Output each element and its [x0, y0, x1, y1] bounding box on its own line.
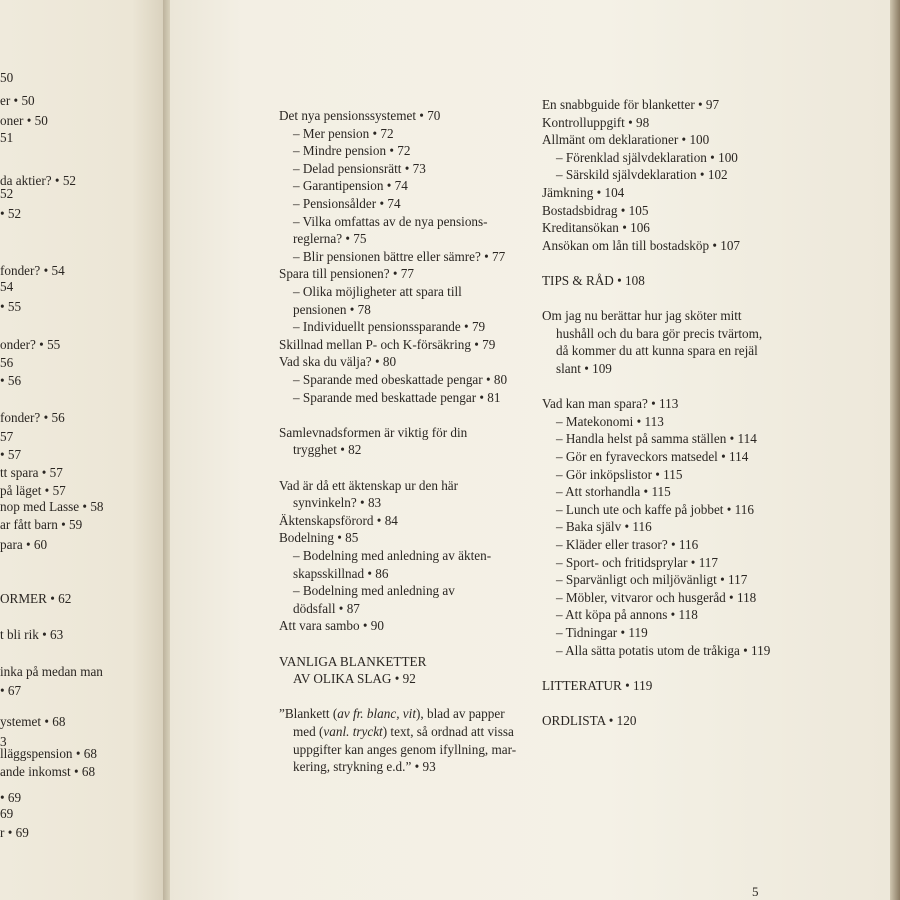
toc-line: – Baka själv • 116 [556, 519, 652, 535]
page-number: 5 [752, 884, 759, 899]
toc-line: – Gör inköpslistor • 115 [556, 466, 683, 482]
toc-line: – Alla sätta potatis utom de tråkiga • 119 [556, 642, 771, 658]
toc-line: – Mer pension • 72 [293, 125, 394, 141]
toc-line: – Sparande med beskattade pengar • 81 [293, 389, 501, 405]
page-edge [890, 0, 900, 900]
toc-line: Om jag nu berättar hur jag sköter mitt [542, 308, 742, 324]
toc-line: – Möbler, vitvaror och husgeråd • 118 [556, 589, 757, 605]
toc-line: fonder? • 56 [0, 410, 65, 425]
toc-line: 54 [0, 279, 14, 294]
toc-line: ”Blankett (av fr. blanc, vit), blad av papper [279, 706, 505, 722]
toc-line: • 67 [0, 683, 22, 698]
toc-line: – Pensionsålder • 74 [293, 196, 401, 211]
toc-line: 51 [0, 130, 14, 145]
toc-line: Spara till pensionen? • 77 [279, 266, 414, 282]
toc-line: ar fått barn • 59 [0, 517, 83, 532]
toc-line: – Gör en fyraveckors matsedel • 114 [556, 449, 749, 464]
toc-line: – Individuellt pensionssparande • 79 [293, 319, 486, 335]
toc-line: 57 [0, 429, 14, 444]
toc-line: AV OLIKA SLAG • 92 [293, 671, 416, 687]
toc-line: Att vara sambo • 90 [279, 618, 384, 634]
toc-line: Jämkning • 104 [542, 185, 625, 200]
toc-line: TIPS & RÅD • 108 [542, 273, 645, 288]
toc-line: – Vilka omfattas av de nya pensions- [293, 213, 488, 229]
toc-line: • 56 [0, 373, 22, 388]
toc-line: Skillnad mellan P- och K-försäkring • 79 [279, 336, 496, 352]
toc-line: ORDLISTA • 120 [542, 713, 637, 728]
toc-line: – Mindre pension • 72 [293, 143, 411, 159]
toc-line: slant • 109 [556, 361, 612, 376]
toc-line: Det nya pensionssystemet • 70 [279, 108, 441, 123]
toc-line: En snabbguide för blanketter • 97 [542, 97, 720, 112]
toc-line: pensionen • 78 [293, 301, 371, 317]
toc-line: fonder? • 54 [0, 263, 65, 278]
toc-line: Äktenskapsförord • 84 [279, 512, 398, 528]
toc-line: inka på medan man [0, 664, 103, 679]
toc-line: – Kläder eller trasor? • 116 [556, 537, 699, 552]
toc-line: med (vanl. tryckt) text, så ordnad att vissa [293, 724, 514, 739]
toc-line: – Delad pensionsrätt • 73 [293, 160, 426, 176]
toc-line: – Matekonomi • 113 [556, 413, 664, 429]
toc-line: tt spara • 57 [0, 465, 63, 480]
toc-line: synvinkeln? • 83 [293, 495, 382, 511]
toc-line: ande inkomst • 68 [0, 764, 96, 779]
toc-line: – Förenklad självdeklaration • 100 [556, 149, 738, 165]
toc-line: Allmänt om deklarationer • 100 [542, 132, 710, 148]
toc-line: dödsfall • 87 [293, 600, 360, 616]
toc-line: hushåll och du bara gör precis tvärtom, [556, 325, 763, 341]
toc-line: onder? • 55 [0, 337, 61, 352]
toc-line: r • 69 [0, 825, 29, 840]
toc-line: LITTERATUR • 119 [542, 677, 653, 693]
toc-line: da aktier? • 52 [0, 173, 77, 188]
toc-line: – Handla helst på samma ställen • 114 [556, 431, 757, 447]
toc-line: • 55 [0, 299, 22, 314]
toc-line: trygghet • 82 [293, 442, 362, 458]
toc-line: 3 [0, 734, 7, 749]
toc-line: • 57 [0, 447, 22, 462]
toc-line: t bli rik • 63 [0, 627, 64, 642]
toc-line: 69 [0, 806, 14, 821]
toc-line: Vad är då ett äktenskap ur den här [279, 477, 459, 493]
toc-line: – Sparvänligt och miljövänligt • 117 [556, 572, 748, 588]
toc-line: nop med Lasse • 58 [0, 499, 104, 514]
toc-line: ORMER • 62 [0, 591, 72, 606]
toc-line: oner • 50 [0, 113, 48, 128]
toc-line: skapsskillnad • 86 [293, 565, 389, 581]
toc-line: – Bodelning med anledning av [293, 583, 455, 599]
toc-line: 52 [0, 186, 14, 201]
toc-line: – Att köpa på annons • 118 [556, 607, 698, 623]
toc-line: Bodelning • 85 [279, 530, 359, 546]
toc-line: reglerna? • 75 [293, 231, 367, 247]
toc-line: para • 60 [0, 537, 48, 552]
toc-line: – Särskild självdeklaration • 102 [556, 167, 728, 183]
toc-line: Kontrolluppgift • 98 [542, 114, 650, 130]
toc-line: – Sparande med obeskattade pengar • 80 [293, 372, 508, 387]
toc-line: VANLIGA BLANKETTER [279, 653, 427, 669]
toc-line: – Lunch ute och kaffe på jobbet • 116 [556, 501, 754, 517]
toc-line: Vad ska du välja? • 80 [279, 354, 397, 370]
toc-line: er • 50 [0, 93, 35, 108]
toc-line: Vad kan man spara? • 113 [542, 396, 679, 412]
toc-line: Kreditansökan • 106 [542, 220, 650, 236]
toc-line: – Sport- och fritidsprylar • 117 [556, 554, 718, 570]
toc-line: – Blir pensionen bättre eller sämre? • 77 [293, 248, 506, 264]
toc-line: – Tidningar • 119 [556, 625, 648, 640]
toc-line: – Garantipension • 74 [293, 178, 408, 194]
toc-line: – Bodelning med anledning av äkten- [293, 548, 492, 563]
toc-line: 56 [0, 355, 14, 370]
toc-line: Samlevnadsformen är viktig för din [279, 424, 468, 440]
toc-line: då kommer du att kunna spara en rejäl [556, 343, 758, 359]
toc-line: uppgifter kan anges genom ifyllning, mar- [293, 741, 517, 757]
toc-line: lläggspension • 68 [0, 746, 97, 761]
toc-line: – Att storhandla • 115 [556, 484, 671, 500]
toc-line: kering, strykning e.d.” • 93 [293, 759, 436, 775]
left-page [0, 0, 165, 900]
toc-line: på läget • 57 [0, 483, 66, 498]
toc-line: ystemet • 68 [0, 714, 66, 729]
toc-line: Ansökan om lån till bostadsköp • 107 [542, 237, 741, 253]
toc-line: Bostadsbidrag • 105 [542, 202, 649, 218]
toc-line: • 52 [0, 206, 22, 221]
toc-line: 50 [0, 70, 14, 85]
toc-line: • 69 [0, 790, 22, 805]
toc-line: – Olika möjligheter att spara till [293, 284, 462, 299]
